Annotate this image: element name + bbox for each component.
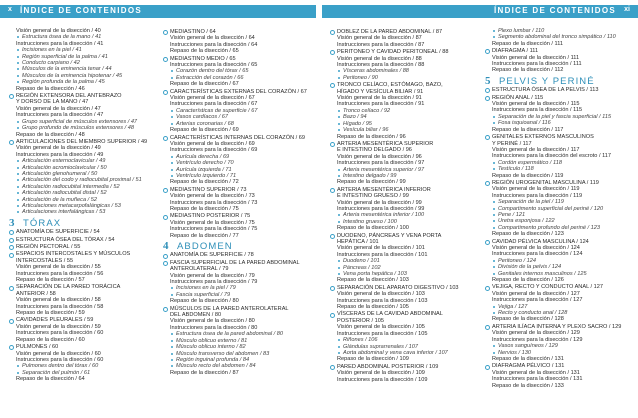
toc-subentry[interactable]: Testículo / 118 [485, 166, 635, 172]
toc-subentry[interactable]: Ventrículo izquierdo / 71 [163, 173, 313, 179]
toc-subentry[interactable]: Extracción del corazón / 66 [163, 75, 313, 81]
toc-subentry[interactable]: Articulación radiocubital distal / 52 [9, 190, 159, 196]
toc-section-entry[interactable]: MEDIASTINO SUPERIOR / 73 [163, 187, 313, 193]
toc-entry[interactable]: Instrucciones para la disección / 60 [16, 356, 104, 363]
toc-subentry[interactable]: Segmento abdominal del tronco simpático / 110 [485, 34, 635, 40]
toc-entry[interactable]: HÍGADO Y VESÍCULA BILIAR / 91 [337, 88, 424, 95]
toc-entry[interactable]: Visión general de la disección / 64 [170, 35, 255, 42]
toc-section-entry[interactable]: VÍSCERAS DE LA CAVIDAD ABDOMINAL [330, 311, 480, 317]
toc-subentry[interactable]: Vejiga / 127 [485, 304, 635, 310]
toc-entry[interactable]: INTERCOSTALES / 55 [16, 257, 74, 264]
toc-entry[interactable]: Instrucciones para la disección / 58 [16, 303, 104, 310]
toc-entry[interactable]: Repaso de la disección / 67 [170, 81, 239, 88]
toc-subentry[interactable]: Uretra esponjosa / 122 [485, 218, 635, 224]
chapter-heading[interactable] [485, 74, 635, 87]
toc-entry[interactable]: Repaso de la disección / 48 [16, 131, 85, 138]
toc-entry[interactable]: Instrucciones para la disección del escroto / 117 [492, 153, 611, 160]
toc-entry[interactable]: Instrucciones para la disección / 109 [337, 376, 428, 383]
toc-subentry[interactable]: Vesícula biliar / 96 [330, 127, 480, 133]
toc-entry[interactable]: Instrucciones para la disección / 101 [337, 251, 428, 258]
right-running-title: ÍNDICE DE CONTENIDOS [493, 6, 616, 15]
toc-subentry[interactable]: Separación de la piel / 119 [485, 199, 635, 205]
toc-subentry[interactable]: Incisiones en la piel / 41 [9, 47, 159, 53]
toc-column-1 [9, 28, 159, 383]
toc-section-entry[interactable]: MEDIASTINO / 64 [163, 29, 313, 35]
toc-section-entry[interactable]: CAVIDADES PLEURALES / 59 [9, 317, 159, 323]
toc-subentry[interactable]: Región profunda de la palma / 45 [9, 79, 159, 85]
toc-section-entry[interactable]: TRONCO CELÍACO, ESTÓMAGO, BAZO, [330, 82, 480, 88]
toc-entry[interactable]: Instrucciones para la disección / 88 [337, 62, 425, 69]
toc-entry[interactable]: Visión general de la disección / 119 [492, 186, 580, 193]
toc-section-entry[interactable]: PULMONES / 60 [9, 344, 159, 350]
toc-subentry[interactable]: Región superficial de la palma / 41 [9, 54, 159, 60]
toc-entry[interactable]: Y DORSO DE LA MANO / 47 [16, 99, 89, 106]
toc-subentry[interactable]: Músculos de la eminencia tenar / 44 [9, 66, 159, 72]
left-page-header [0, 5, 316, 18]
toc-entry[interactable]: Repaso de la disección / 119 [492, 172, 564, 179]
toc-subentry[interactable]: Plexo lumbar / 110 [485, 28, 635, 34]
toc-entry[interactable]: Instrucciones para la disección / 65 [170, 62, 258, 69]
toc-section-entry[interactable]: DIAFRAGMA PÉLVICO / 131 [485, 363, 635, 369]
toc-entry[interactable]: Instrucciones para la disección / 49 [16, 151, 104, 158]
toc-entry[interactable]: Repaso de la disección / 128 [492, 316, 564, 323]
toc-section-entry[interactable]: ARTICULACIONES DEL MIEMBRO SUPERIOR / 49 [9, 139, 159, 145]
toc-section-entry[interactable]: ESTRUCTURA ÓSEA DEL TÓRAX / 54 [9, 237, 159, 243]
toc-entry[interactable]: Visión general de la disección / 87 [337, 35, 422, 42]
toc-entry[interactable]: Instrucciones para la disección / 99 [337, 205, 425, 212]
toc-entry[interactable]: Instrucciones para la disección / 69 [170, 147, 258, 154]
toc-entry[interactable]: Instrucciones para la disección / 127 [492, 297, 583, 304]
toc-entry[interactable]: Visión general de la disección / 88 [337, 55, 422, 62]
toc-section-entry[interactable]: VEJIGA, RECTO Y CONDUCTO ANAL / 127 [485, 284, 635, 290]
toc-entry[interactable]: Visión general de la disección / 131 [492, 369, 580, 376]
toc-entry[interactable]: Repaso de la disección / 133 [492, 382, 564, 389]
toc-subentry[interactable]: Fosa isquioanal / 116 [485, 120, 635, 126]
toc-subentry[interactable]: Aurícula izquierda / 71 [163, 167, 313, 173]
chapter-title: PELVIS Y PERINÉ [499, 75, 595, 87]
toc-subentry[interactable]: Genitales internos masculinos / 125 [485, 271, 635, 277]
toc-subentry[interactable]: Articulación glenohumeral / 50 [9, 171, 159, 177]
toc-section-entry[interactable]: DIAFRAGMA / 111 [485, 48, 635, 54]
toc-subentry[interactable]: Corazón dentro del tórax / 65 [163, 68, 313, 74]
toc-subentry[interactable]: Tronco celíaco / 92 [330, 108, 480, 114]
toc-section-entry[interactable]: ARTERIA MESENTÉRICA INFERIOR [330, 187, 480, 193]
toc-entry[interactable]: Visión general de la disección / 127 [492, 290, 580, 297]
toc-subentry[interactable]: Músculos de la eminencia hipotenar / 45 [9, 73, 159, 79]
toc-entry[interactable]: Instrucciones para la disección / 119 [492, 192, 583, 199]
toc-entry[interactable]: Visión general de la disección / 47 [16, 105, 101, 112]
toc-subentry[interactable]: Bazo / 94 [330, 114, 480, 120]
toc-subentry[interactable]: Hígado / 95 [330, 121, 480, 127]
toc-entry[interactable]: HEPÁTICA / 101 [337, 239, 379, 245]
toc-entry[interactable]: Visión general de la disección / 115 [492, 101, 580, 108]
toc-entry[interactable]: Visión general de la disección / 60 [16, 350, 101, 357]
toc-entry[interactable]: Repaso de la disección / 77 [170, 232, 239, 239]
toc-subentry[interactable]: Vasos sanguíneos / 129 [485, 343, 635, 349]
toc-section-entry[interactable]: CARACTERÍSTICAS INTERNAS DEL CORAZÓN / 69 [163, 135, 313, 141]
toc-section-entry[interactable]: PERITONEO Y CAVIDAD PERITONEAL / 88 [330, 49, 480, 55]
toc-entry[interactable]: Instrucciones para la disección / 73 [170, 199, 258, 206]
toc-subentry[interactable]: Articulación de la muñeca / 52 [9, 197, 159, 203]
toc-entry[interactable]: Repaso de la disección / 75 [170, 205, 239, 212]
toc-subentry[interactable]: Grupo profundo de músculos extensores / 48 [9, 125, 159, 131]
toc-entry[interactable]: Instrucciones para la disección / 131 [492, 376, 583, 383]
toc-section-entry[interactable]: CARACTERÍSTICAS EXTERNAS DEL CORAZÓN / 67 [163, 89, 313, 95]
toc-subentry[interactable]: Músculo transverso del abdomen / 83 [163, 351, 313, 357]
toc-entry[interactable]: Instrucciones para la disección / 75 [170, 226, 258, 233]
toc-subentry[interactable]: Separación del pulmón / 61 [9, 370, 159, 376]
toc-section-entry[interactable]: ARTERIA MESENTÉRICA SUPERIOR [330, 141, 480, 147]
toc-entry[interactable]: Instrucciones para la disección / 91 [337, 101, 425, 108]
toc-entry[interactable]: Visión general de la disección / 96 [337, 153, 422, 160]
toc-entry[interactable]: Repaso de la disección / 131 [492, 355, 564, 362]
toc-entry[interactable]: Instrucciones para la disección / 115 [492, 107, 583, 114]
left-page-number: x [8, 6, 12, 13]
toc-entry[interactable]: E INTESTINO DELGADO / 96 [337, 147, 412, 154]
toc-section-entry[interactable]: REGIÓN ANAL / 115 [485, 95, 635, 101]
toc-section-entry[interactable]: FASCIA SUPERFICIAL DE LA PARED ABDOMINAL [163, 260, 313, 266]
toc-subentry[interactable]: Músculo oblicuo interno / 82 [163, 344, 313, 350]
toc-entry[interactable]: Instrucciones para la disección / 67 [170, 101, 258, 108]
toc-section-entry[interactable]: ESPACIOS INTERCOSTALES Y MÚSCULOS [9, 251, 159, 257]
toc-subentry[interactable]: Incisiones en la piel / 79 [163, 285, 313, 291]
chapter-title: ABDOMEN [177, 241, 233, 252]
toc-entry[interactable]: Repaso de la disección / 109 [337, 356, 409, 363]
right-page-header [322, 5, 638, 18]
toc-entry[interactable]: ANTERIOR / 58 [16, 290, 56, 297]
toc-subentry[interactable]: Aurícula derecha / 69 [163, 154, 313, 160]
toc-subentry[interactable]: Estructura ósea de la pared abdominal / 80 [163, 331, 313, 337]
toc-entry[interactable]: Visión general de la disección / 103 [337, 291, 425, 298]
toc-entry[interactable]: Visión general de la disección / 111 [492, 54, 580, 61]
toc-subentry[interactable]: Vasos cardíacos / 67 [163, 114, 313, 120]
toc-subentry[interactable]: Ventrículo derecho / 70 [163, 160, 313, 166]
toc-entry[interactable]: Repaso de la disección / 46 [16, 85, 85, 92]
toc-entry[interactable]: Y PERINÉ / 117 [492, 140, 532, 147]
toc-entry[interactable]: Visión general de la disección / 91 [337, 95, 422, 102]
chapter-heading[interactable] [163, 240, 313, 252]
toc-entry[interactable]: Instrucciones para la disección / 87 [337, 41, 425, 48]
toc-entry[interactable]: Repaso de la disección / 72 [170, 179, 239, 186]
toc-entry[interactable]: Repaso de la disección / 123 [492, 231, 564, 238]
toc-column-2 [163, 28, 313, 376]
chapter-number: 5 [485, 74, 491, 87]
toc-entry[interactable]: E INTESTINO GRUESO / 99 [337, 193, 409, 200]
toc-subentry[interactable]: Músculo recto del abdomen / 84 [163, 363, 313, 369]
toc-entry[interactable]: Visión general de la disección / 109 [337, 370, 425, 377]
toc-entry[interactable]: Instrucciones para la disección / 105 [337, 330, 428, 337]
toc-subentry[interactable]: Características de superficie / 67 [163, 108, 313, 114]
toc-entry[interactable]: Visión general de la disección / 58 [16, 297, 101, 304]
toc-subentry[interactable]: Articulación acromioclavicular / 50 [9, 165, 159, 171]
toc-subentry[interactable]: Riñones / 106 [330, 337, 480, 343]
toc-subentry[interactable]: Arterias coronarias / 68 [163, 121, 313, 127]
toc-entry[interactable]: Instrucciones para la disección / 124 [492, 251, 583, 258]
toc-subentry[interactable]: Articulaciones interfalángicas / 53 [9, 209, 159, 215]
toc-subentry[interactable]: Estructura ósea de la mano / 41 [9, 34, 159, 40]
toc-section-entry[interactable]: REGIÓN EXTENSORA DEL ANTEBRAZO [9, 93, 159, 99]
toc-subentry[interactable]: Articulaciones metacarpofalángicas / 53 [9, 203, 159, 209]
toc-section-entry[interactable]: DUODENO, PÁNCREAS Y VENA PORTA [330, 233, 480, 239]
toc-entry[interactable]: Visión general de la disección / 49 [16, 145, 101, 152]
toc-subentry[interactable]: Arteria mesentérica superior / 97 [330, 167, 480, 173]
toc-section-entry[interactable]: ESTRUCTURA ÓSEA DE LA PELVIS / 113 [485, 87, 635, 93]
toc-section-entry[interactable]: ANATOMÍA DE SUPERFICIE / 78 [163, 252, 313, 258]
toc-subentry[interactable]: Recto y conducto anal / 128 [485, 310, 635, 316]
toc-entry[interactable]: Visión general de la disección / 40 [16, 28, 101, 34]
toc-entry[interactable]: DEL ABDOMEN / 80 [170, 312, 222, 319]
chapter-heading[interactable] [9, 216, 159, 229]
toc-subentry[interactable]: Peritoneo / 90 [330, 75, 480, 81]
toc-entry[interactable]: Instrucciones para la disección / 80 [170, 324, 258, 331]
toc-entry[interactable]: Instrucciones para la disección / 103 [337, 297, 428, 304]
toc-section-entry[interactable]: SEPARACIÓN DE LA PARED TORÁCICA [9, 284, 159, 290]
toc-entry[interactable]: Visión general de la disección / 67 [170, 95, 255, 102]
toc-entry[interactable]: Instrucciones para la disección / 56 [16, 270, 104, 277]
toc-section-entry[interactable]: CAVIDAD PÉLVICA MASCULINA / 124 [485, 239, 635, 245]
toc-subentry[interactable]: Articulación del codo y radiocubital proximal / 51 [9, 177, 159, 183]
toc-entry[interactable]: Repaso de la disección / 100 [337, 225, 409, 232]
toc-entry[interactable]: Repaso de la disección / 80 [170, 298, 239, 305]
toc-subentry[interactable]: Grupo superficial de músculos extensores / 47 [9, 119, 159, 125]
toc-subentry[interactable]: Peritoneo / 124 [485, 258, 635, 264]
toc-section-entry[interactable]: DOBLEZ DE LA PARED ABDOMINAL / 87 [330, 29, 480, 35]
toc-entry[interactable]: Repaso de la disección / 69 [170, 127, 239, 134]
toc-subentry[interactable]: Glándulas suprarrenales / 107 [330, 344, 480, 350]
toc-entry[interactable]: Visión general de la disección / 69 [170, 140, 255, 147]
toc-entry[interactable]: Repaso de la disección / 99 [337, 179, 406, 186]
toc-entry[interactable]: Repaso de la disección / 96 [337, 133, 406, 140]
toc-section-entry[interactable]: MEDIASTINO POSTERIOR / 75 [163, 213, 313, 219]
toc-subentry[interactable]: Fascia superficial / 79 [163, 292, 313, 298]
chapter-number: 3 [9, 216, 15, 229]
toc-entry[interactable]: Instrucciones para la disección / 41 [16, 40, 104, 47]
toc-entry[interactable]: Visión general de la disección / 124 [492, 245, 580, 251]
toc-subentry[interactable]: Páncreas / 102 [330, 265, 480, 271]
toc-entry[interactable]: Instrucciones para la disección / 111 [492, 61, 582, 68]
toc-section-entry[interactable]: PARED ABDOMINAL POSTERIOR / 109 [330, 364, 480, 370]
toc-entry[interactable]: Repaso de la disección / 60 [16, 336, 85, 343]
toc-column-4 [485, 28, 635, 389]
toc-entry[interactable]: Repaso de la disección / 65 [170, 48, 239, 55]
toc-section-entry[interactable]: MEDIASTINO MEDIO / 65 [163, 56, 313, 62]
toc-entry[interactable]: Repaso de la disección / 112 [492, 67, 564, 74]
toc-subentry[interactable]: Vísceras abdominales / 88 [330, 68, 480, 74]
toc-subentry[interactable]: Arteria mesentérica inferior / 100 [330, 212, 480, 218]
toc-entry[interactable]: Repaso de la disección / 126 [492, 277, 564, 284]
toc-subentry[interactable]: Articulación radiocubital intermedia / 52 [9, 184, 159, 190]
toc-entry[interactable]: Visión general de la disección / 59 [16, 323, 101, 330]
toc-section-entry[interactable]: GENITALES EXTERNOS MASCULINOS [485, 134, 635, 140]
toc-section-entry[interactable]: REGIÓN PECTORAL / 55 [9, 244, 159, 250]
toc-subentry[interactable]: Intestino delgado / 99 [330, 173, 480, 179]
toc-entry[interactable]: Visión general de la disección / 117 [492, 146, 580, 153]
toc-section-entry[interactable]: ARTERIA ILÍACA INTERNA Y PLEXO SACRO / 129 [485, 324, 635, 330]
toc-entry[interactable]: Repaso de la disección / 59 [16, 310, 85, 317]
toc-entry[interactable]: Repaso de la disección / 117 [492, 126, 564, 133]
toc-subentry[interactable]: Separación de la piel y fascia superficial / 115 [485, 114, 635, 120]
right-page-number: xi [624, 6, 630, 13]
toc-entry[interactable]: Instrucciones para la disección / 79 [170, 279, 258, 286]
toc-entry[interactable]: Visión general de la disección / 73 [170, 193, 255, 200]
toc-entry[interactable]: Repaso de la disección / 87 [170, 369, 239, 376]
toc-subentry[interactable]: Nervios / 130 [485, 350, 635, 356]
left-running-title: ÍNDICE DE CONTENIDOS [20, 6, 143, 15]
toc-entry[interactable]: Instrucciones para la disección / 129 [492, 336, 583, 343]
toc-entry[interactable]: Instrucciones para la disección / 64 [170, 41, 258, 48]
toc-subentry[interactable]: Pene / 121 [485, 212, 635, 218]
toc-subentry[interactable]: Cordón espermático / 118 [485, 160, 635, 166]
toc-subentry[interactable]: Músculo oblicuo externo / 81 [163, 338, 313, 344]
toc-section-entry[interactable]: SEPARACIÓN DEL APARATO DIGESTIVO / 103 [330, 285, 480, 291]
toc-entry[interactable]: POSTERIOR / 105 [337, 317, 384, 324]
toc-entry[interactable]: Visión general de la disección / 101 [337, 245, 425, 252]
toc-entry[interactable]: Visión general de la disección / 99 [337, 199, 422, 206]
toc-subentry[interactable]: División de la pelvis / 124 [485, 264, 635, 270]
toc-entry[interactable]: Visión general de la disección / 79 [170, 272, 255, 279]
toc-subentry[interactable]: Compartimento superficial del periné / 120 [485, 206, 635, 212]
toc-entry[interactable]: Repaso de la disección / 103 [337, 277, 409, 284]
toc-subentry[interactable]: Intestino grueso / 100 [330, 219, 480, 225]
toc-column-3 [330, 28, 480, 383]
toc-entry[interactable]: Visión general de la disección / 55 [16, 264, 101, 271]
toc-subentry[interactable]: Duodeno / 101 [330, 258, 480, 264]
chapter-number: 4 [163, 240, 169, 252]
toc-section-entry[interactable]: MÚSCULOS DE LA PARED ANTEROLATERAL [163, 306, 313, 312]
toc-entry[interactable]: Instrucciones para la disección / 97 [337, 160, 425, 167]
toc-subentry[interactable]: Pulmones dentro del tórax / 60 [9, 363, 159, 369]
toc-entry[interactable]: ANTEROLATERAL / 79 [170, 266, 229, 273]
toc-subentry[interactable]: Vena porta hepática / 103 [330, 271, 480, 277]
toc-entry[interactable]: Visión general de la disección / 105 [337, 324, 425, 331]
toc-entry[interactable]: Instrucciones para la disección / 60 [16, 330, 104, 337]
toc-entry[interactable]: Repaso de la disección / 105 [337, 304, 409, 311]
toc-subentry[interactable]: Articulación esternoclavicular / 49 [9, 158, 159, 164]
toc-entry[interactable]: Visión general de la disección / 80 [170, 318, 255, 325]
toc-entry[interactable]: Repaso de la disección / 64 [16, 376, 85, 383]
toc-subentry[interactable]: Aorta abdominal y vena cava inferior / 107 [330, 350, 480, 356]
toc-entry[interactable]: Instrucciones para la disección / 47 [16, 112, 104, 119]
toc-entry[interactable]: Visión general de la disección / 129 [492, 330, 580, 337]
chapter-title: TÓRAX [23, 217, 62, 229]
toc-subentry[interactable]: Región inguinal profunda / 84 [163, 357, 313, 363]
toc-section-entry[interactable]: ANATOMÍA DE SUPERFICIE / 54 [9, 229, 159, 235]
toc-entry[interactable]: Repaso de la disección / 57 [16, 277, 85, 284]
toc-subentry[interactable]: Compartimento profundo del periné / 123 [485, 225, 635, 231]
toc-section-entry[interactable]: REGIÓN UROGENITAL MASCULINA / 119 [485, 180, 635, 186]
toc-subentry[interactable]: Conducto carpiano / 42 [9, 60, 159, 66]
toc-entry[interactable]: Repaso de la disección / 111 [492, 40, 564, 47]
toc-entry[interactable]: Visión general de la disección / 75 [170, 219, 255, 226]
